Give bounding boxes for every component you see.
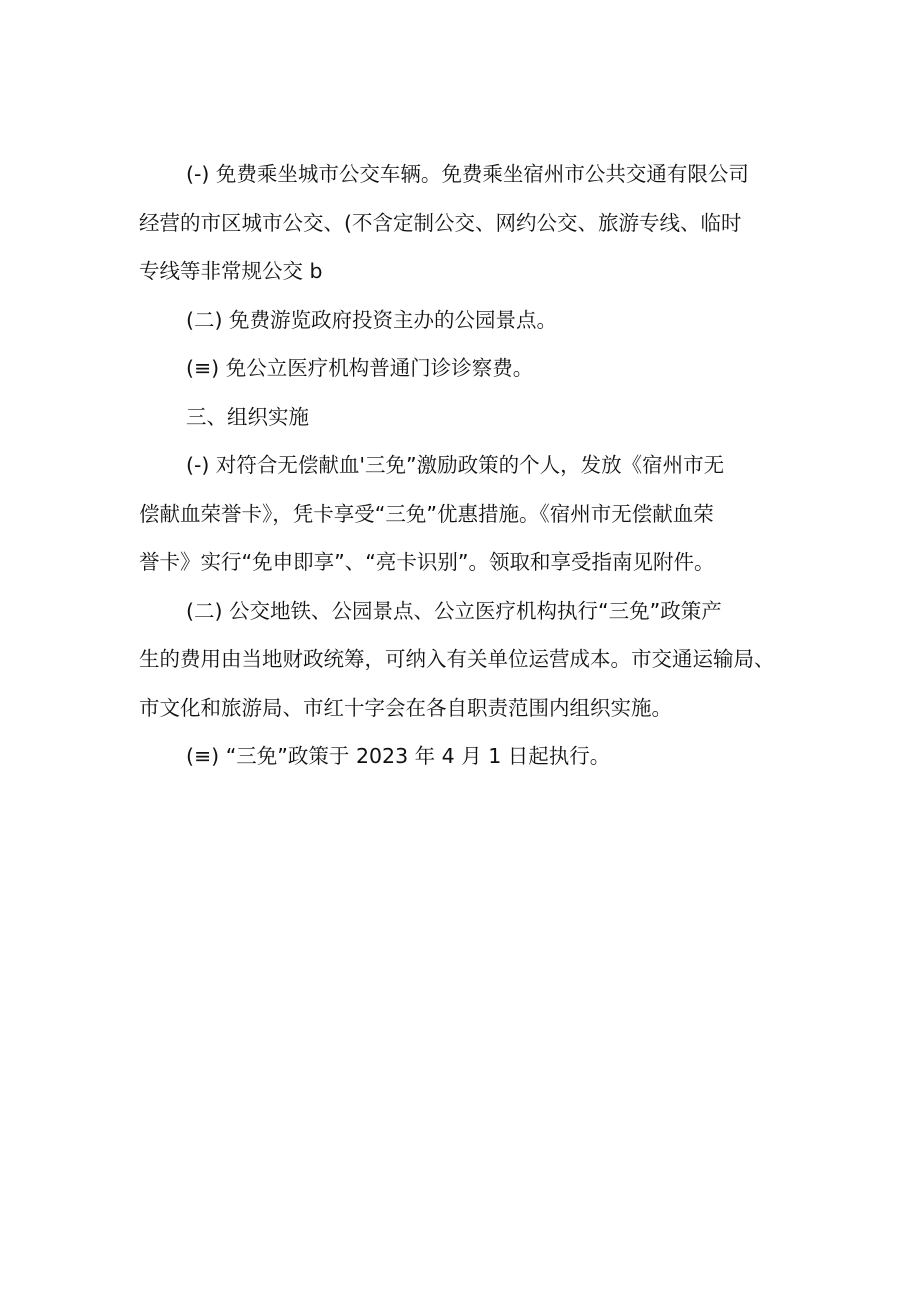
- paragraph-line: (-) 免费乘坐城市公交车辆。免费乘坐宿州市公共交通有限公司: [186, 162, 749, 186]
- paragraph-line: 偿献血荣誉卡》，凭卡享受“三免”优惠措施。《宿州市无偿献血荣: [139, 501, 714, 526]
- document-body: [139, 150, 789, 781]
- paragraph-line: 市文化和旅游局、市红十字会在各自职责范围内组织实施。: [139, 695, 672, 720]
- section-heading-text: 三、组织实施: [186, 404, 309, 429]
- paragraph-line: (≡) “三免”政策于 2023 年 4 月 1 日起执行。: [186, 744, 611, 768]
- paragraph-honor-card-cont-2: [139, 538, 789, 587]
- paragraph-line: (二) 公交地铁、公园景点、公立医疗机构执行“三免”政策产: [186, 598, 722, 623]
- paragraph-effective-date: [139, 732, 789, 781]
- paragraph-cost-funding-cont-1: [139, 635, 789, 684]
- paragraph-honor-card-cont-1: [139, 490, 789, 539]
- paragraph-cost-funding-cont-2: [139, 684, 789, 733]
- paragraph-line: (≡) 免公立医疗机构普通门诊诊察费。: [186, 356, 534, 380]
- paragraph-honor-card: [139, 441, 789, 490]
- paragraph-bus-free-cont-1: [139, 199, 789, 248]
- paragraph-line: 生的费用由当地财政统筹，可纳入有关单位运营成本。市交通运输局、: [139, 647, 775, 671]
- section-heading-implementation: [139, 393, 789, 442]
- paragraph-line: (二) 免费游览政府投资主办的公园景点。: [186, 307, 558, 332]
- paragraph-bus-free-cont-2: [139, 247, 789, 296]
- paragraph-bus-free: [139, 150, 789, 199]
- paragraph-cost-funding: [139, 587, 789, 636]
- paragraph-clinic-free: [139, 344, 789, 393]
- paragraph-park-free: [139, 296, 789, 345]
- paragraph-line: 誉卡》实行“免申即享”、“亮卡识别”。领取和享受指南见附件。: [139, 550, 715, 574]
- paragraph-line: (-) 对符合无偿献血'三免”激励政策的个人，发放《宿州市无: [186, 453, 725, 477]
- paragraph-line: 专线等非常规公交 b: [139, 259, 323, 283]
- paragraph-line: 经营的市区城市公交、(不含定制公交、网约公交、旅游专线、临时: [139, 210, 742, 235]
